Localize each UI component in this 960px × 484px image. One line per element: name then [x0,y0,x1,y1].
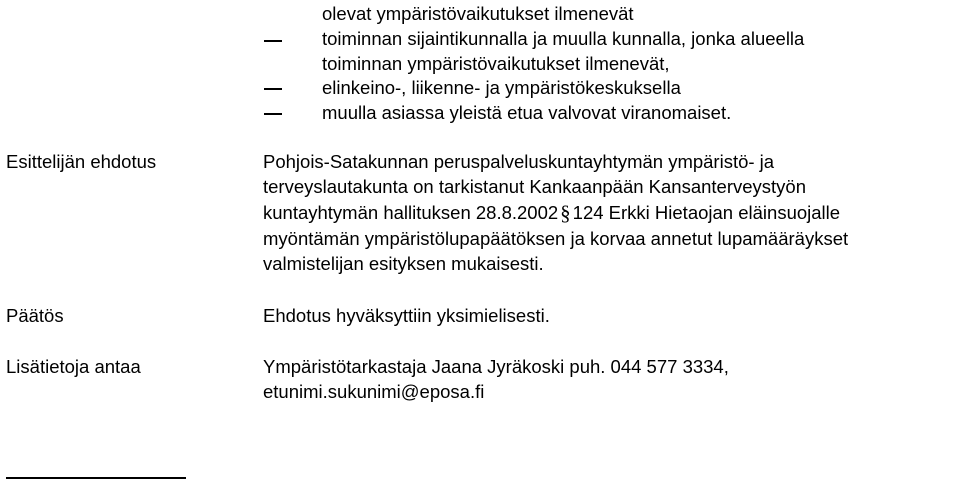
dash-bullet [264,40,282,42]
proposal-line-1: Pohjois-Satakunnan peruspalveluskuntayhtymän ympäristö- ja [263,151,775,172]
proposal-line-3-text: kuntayhtymän hallituksen 28.8.2002 [263,202,559,223]
dash-bullet [264,88,282,90]
info-email: etunimi.sukunimi@eposa.fi [263,381,485,402]
proposal-line-3 [263,201,840,224]
footer-rule [6,477,186,479]
proposal-line-5: valmistelijan esityksen mukaisesti. [263,253,544,274]
info-line-1: Ympäristötarkastaja Jaana Jyräkoski puh. 044 577 3334, [263,356,729,377]
list-intro: olevat ympäristövaikutukset ilmenevät [322,3,634,24]
proposal-label: Esittelijän ehdotus [6,151,157,172]
dash-bullet [264,113,282,115]
proposal-line-3-rest: 124 Erkki Hietaojan eläinsuojalle [572,202,841,223]
section-symbol: § [560,201,571,225]
info-label: Lisätietoja antaa [6,356,141,377]
list-item-3: muulla asiassa yleistä etua valvovat viranomaiset. [322,102,732,123]
list-item-1-line2: toiminnan ympäristövaikutukset ilmenevät, [322,53,670,74]
proposal-line-4: myöntämän ympäristölupapäätöksen ja korvaa annetut lupamääräykset [263,228,849,249]
decision-text: Ehdotus hyväksyttiin yksimielisesti. [263,305,550,326]
list-item-2: elinkeino-, liikenne- ja ympäristökeskuksella [322,77,681,98]
decision-label: Päätös [6,305,64,326]
list-item-1-line1: toiminnan sijaintikunnalla ja muulla kunnalla, jonka alueella [322,28,805,49]
proposal-line-2: terveyslautakunta on tarkistanut Kankaanpään Kansanterveystyön [263,176,807,197]
